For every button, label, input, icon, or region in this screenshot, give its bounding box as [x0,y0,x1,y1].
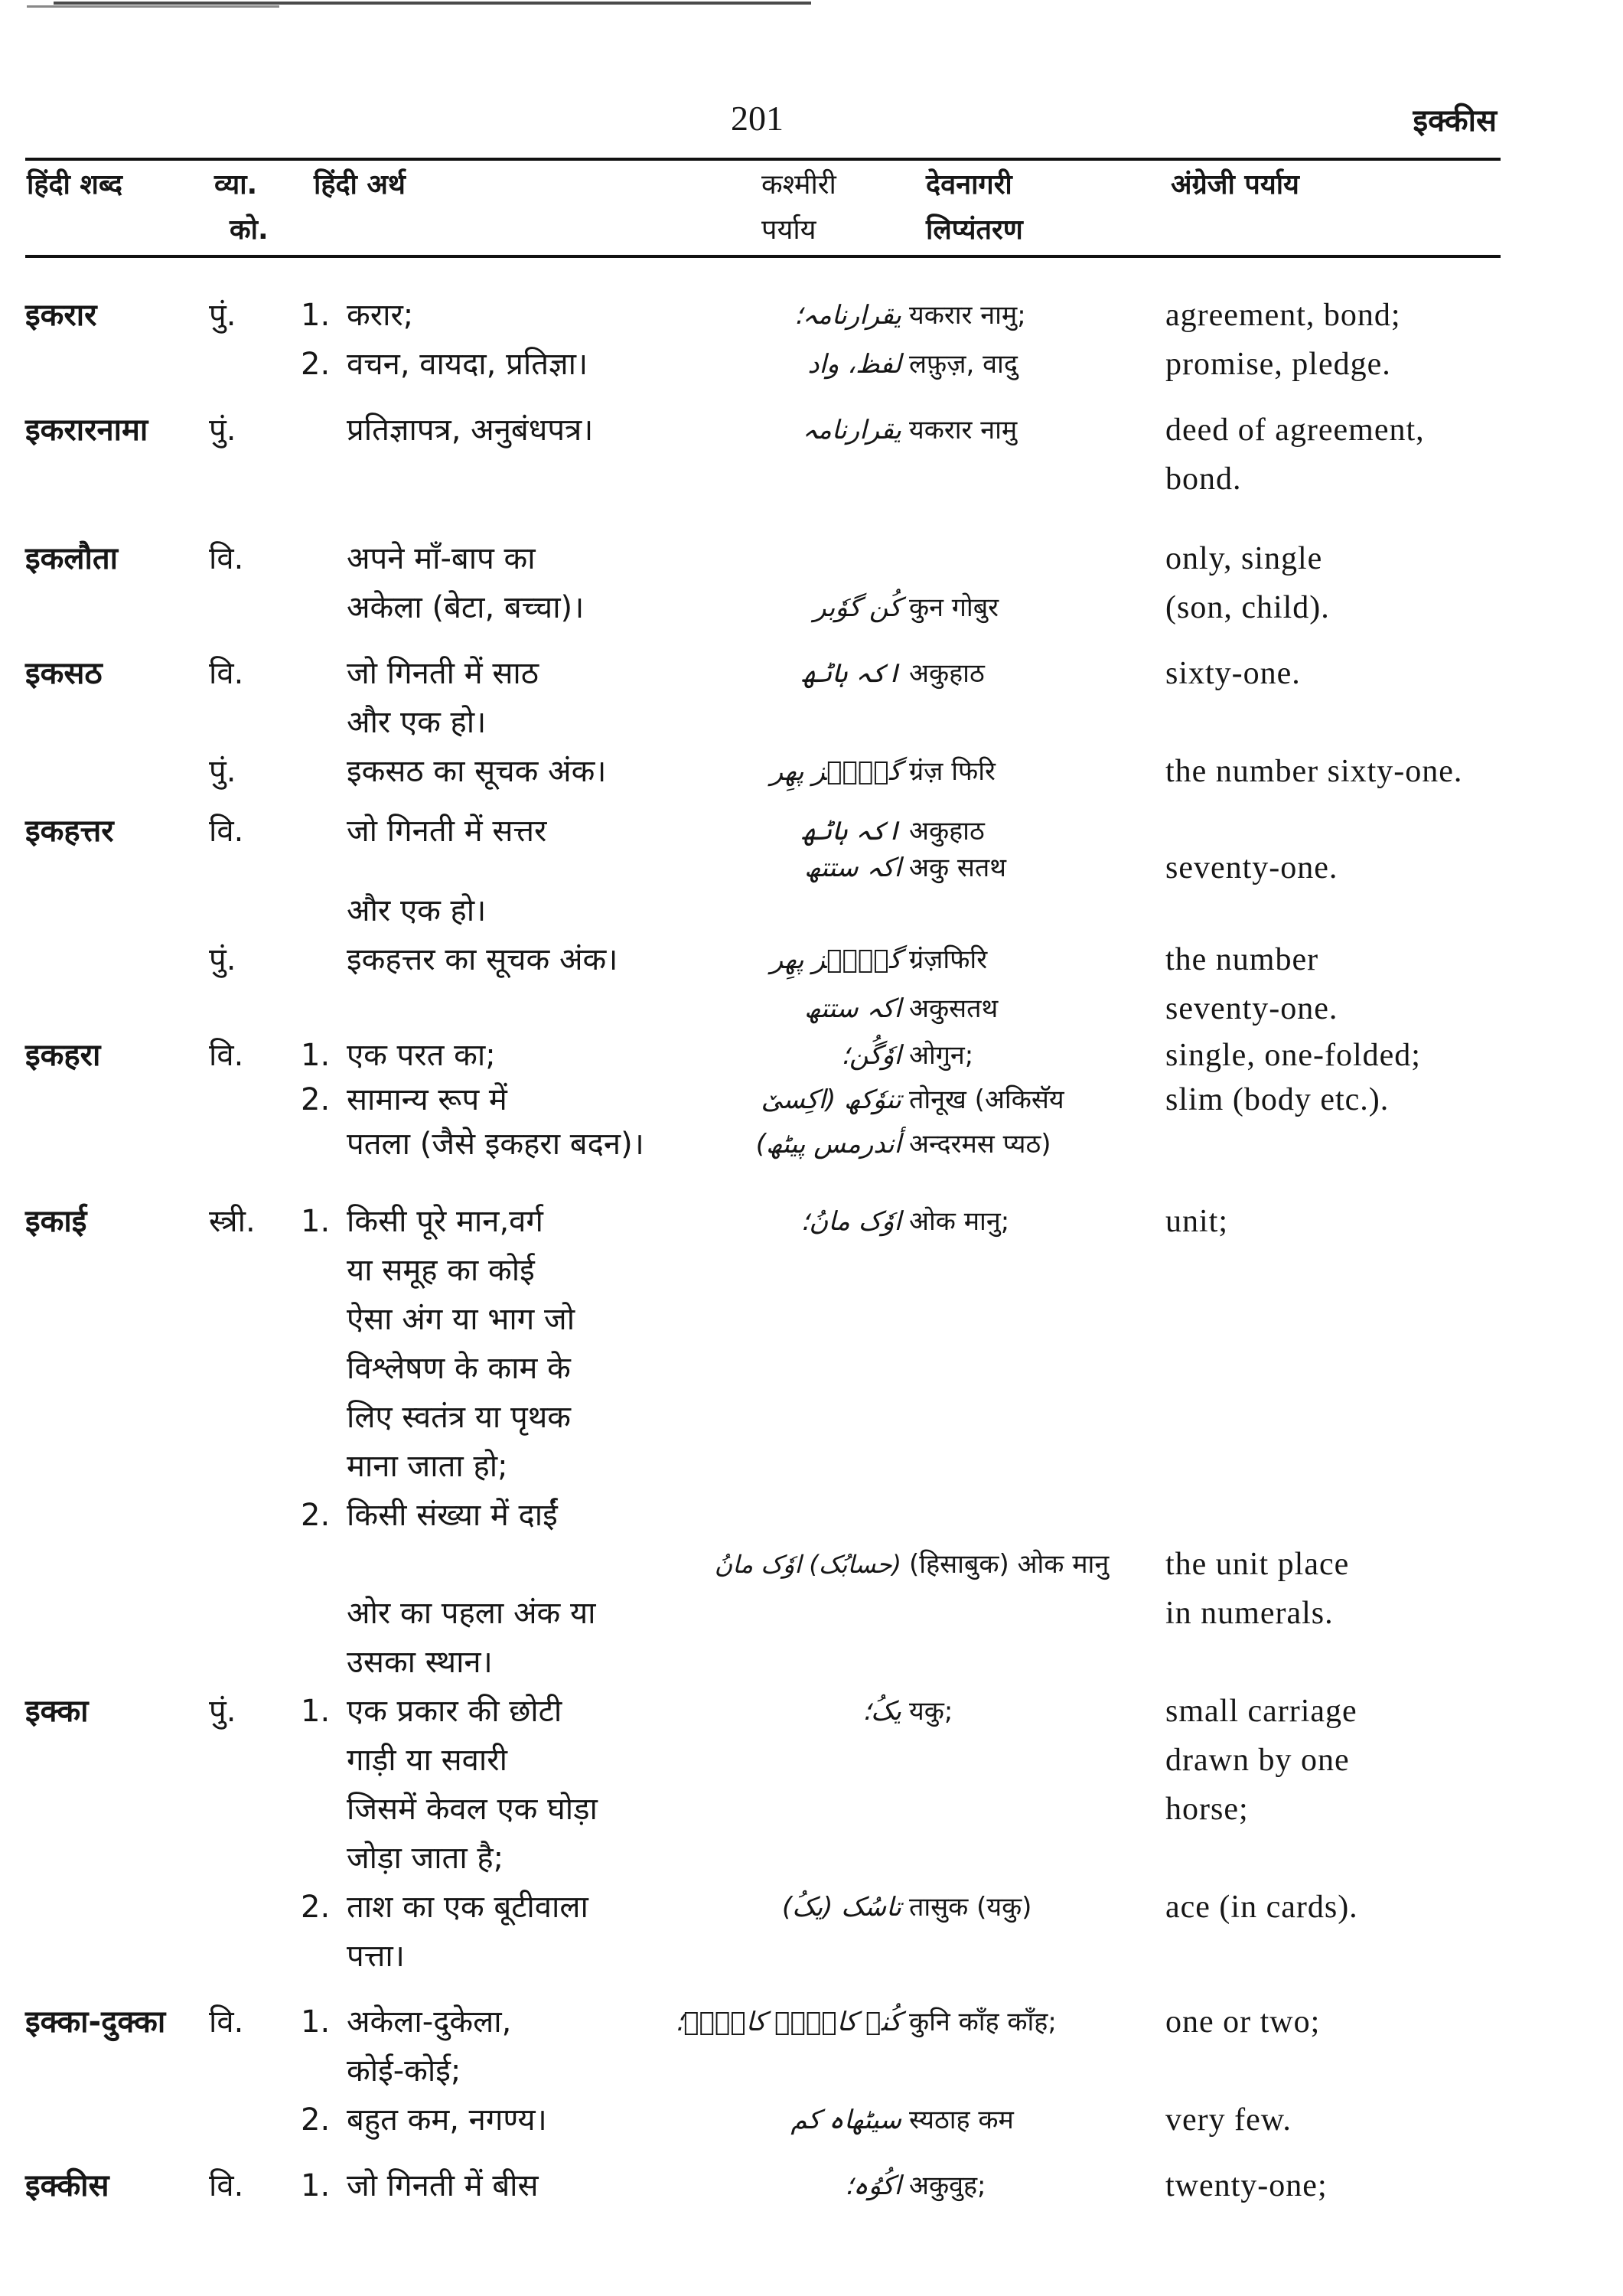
grammar-label: स्त्री. [209,1204,256,1239]
entry-row [0,1638,1623,1687]
running-head: इक्कीस [1413,103,1497,139]
kashmiri-equivalent: اکہ ہاٹھ [801,658,901,689]
grammar-label: पुं. [209,942,236,977]
english-equivalent [1165,813,1623,850]
entry-row [0,935,1623,984]
english-equivalent: ace (in cards). [1165,1890,1358,1925]
kashmiri-equivalent: گرٛنٛز پھِر [770,756,901,787]
devanagari-transliteration: अकु सतथ [909,853,1006,883]
sense-number: 1. [301,1038,331,1073]
devanagari-transliteration: ओक मानु; [909,1206,1010,1237]
english-equivalent: twenty-one; [1165,2168,1328,2203]
grammar-label: वि. [209,1038,244,1073]
hindi-meaning: सामान्य रूप में [347,1082,507,1117]
grammar-label: वि. [209,656,244,691]
kashmiri-equivalent: اکہ ہاٹھ [801,816,901,846]
entry-row [0,1393,1623,1442]
sense-number [301,406,347,455]
english-equivalent: single, one-folded; [1165,1038,1421,1073]
hindi-meaning: जोड़ा जाता है; [347,1841,504,1876]
devanagari-transliteration: ग्रंज़फिरि [909,944,988,975]
headword: इकलौता [25,541,118,576]
hindi-meaning: अकेला-दुकेला, [347,2004,512,2040]
hindi-meaning: अपने माँ-बाप का [347,541,536,576]
entry-row [0,1442,1623,1491]
devanagari-transliteration: तासुक (यकु) [909,1892,1032,1923]
kashmiri-equivalent: اکہ ستتھ [804,993,901,1024]
column-devanagari-line2: लिप्यंतरण [926,214,1023,246]
hindi-meaning: गाड़ी या सवारी [347,1743,507,1778]
entry-row [0,1078,1623,1122]
hindi-meaning: और एक हो। [347,705,487,740]
kashmiri-equivalent: یکُ؛ [862,1696,901,1727]
kashmiri-equivalent: گرٛنٛز پھِر [770,944,901,975]
english-equivalent: drawn by one [1165,1743,1350,1778]
entry-row [0,1834,1623,1883]
hindi-meaning: एक परत का; [347,1038,496,1073]
hindi-meaning: विश्लेषण के काम के [347,1351,571,1386]
entry-row [0,1589,1623,1638]
headword: इकरार [25,298,97,333]
hindi-meaning: किसी संख्या में दाईं [347,1498,558,1533]
entry-row [0,1295,1623,1344]
sense-number: 2. [301,347,331,382]
kashmiri-equivalent: (حسابُک) اوٗک مانُ [714,1550,901,1579]
headword: इकहत्तर [25,814,114,849]
english-equivalent: one or two; [1165,2004,1321,2040]
devanagari-transliteration: कुन गोबुर [909,592,999,623]
headword: इक्का [25,1694,89,1729]
sense-number: 1. [301,1204,331,1239]
hindi-meaning: लिए स्वतंत्र या पृथक [347,1400,571,1435]
entry-row [0,747,1623,796]
hindi-meaning: उसका स्थान। [347,1645,493,1680]
hindi-meaning: माना जाता हो; [347,1449,508,1484]
hindi-meaning: इकसठ का सूचक अंक। [347,754,607,789]
sense-number: 1. [301,298,331,333]
entry-row [0,1246,1623,1295]
grammar-label: पुं. [209,413,236,448]
english-equivalent: deed of agreement, [1165,413,1425,448]
hindi-meaning: ताश का एक बूटीवाला [347,1890,588,1925]
entry-row [0,455,1623,504]
entry-row [0,583,1623,632]
column-english: अंग्रेजी पर्याय [1171,169,1299,201]
kashmiri-equivalent: کُنہ کانٛہہ کانٛہہ؛ [675,2007,901,2037]
hindi-meaning: या समूह का कोई [347,1253,535,1288]
sense-number: 2. [301,1890,331,1925]
bleed-through-line [54,2,811,5]
english-equivalent: unit; [1165,1204,1229,1239]
english-equivalent: the number sixty-one. [1165,754,1463,789]
entry-row [0,886,1623,935]
devanagari-transliteration: लफ़ुज़, वादु [909,349,1018,380]
devanagari-transliteration: यकरार नामु [909,415,1018,445]
sense-number: 1. [301,1694,331,1729]
devanagari-transliteration: यकरार नामु; [909,300,1026,331]
devanagari-transliteration: (हिसाबुक) ओक मानु [909,1549,1110,1580]
hindi-meaning: इकहत्तर का सूचक अंक। [347,942,618,977]
headword: इक्का-दुक्का [25,2004,166,2040]
entry-row [0,1197,1623,1246]
sense-number: 2. [301,2102,331,2138]
kashmiri-equivalent: اکہ ستتھ [804,853,901,883]
kashmiri-equivalent: اوٗگُن؛ [841,1040,901,1071]
dictionary-entries [0,291,1623,2210]
english-equivalent: seventy-one. [1165,850,1338,885]
english-equivalent: seventy-one. [1165,991,1338,1026]
hindi-meaning: और एक हो। [347,893,487,928]
grammar-label: वि. [209,2004,244,2040]
english-equivalent: the unit place [1165,1547,1350,1582]
entry-row [0,2161,1623,2210]
devanagari-transliteration: यकु; [909,1696,953,1727]
hindi-meaning: जो गिनती में साठ [347,656,539,691]
devanagari-transliteration: ग्रंज़ फिरि [909,756,996,787]
entry-row [0,340,1623,389]
kashmiri-equivalent: تنوٗکھ (اکِسیٚ [761,1084,901,1115]
hindi-meaning: पतला (जैसे इकहरा बदन)। [347,1127,644,1162]
entry-row [0,1785,1623,1834]
entry-row [0,813,1623,850]
devanagari-transliteration: अकुसतथ [909,993,999,1024]
column-hindi-meaning: हिंदी अर्थ [314,169,406,201]
kashmiri-equivalent: سیٹھاہ کم [790,2105,901,2135]
kashmiri-equivalent [760,534,909,583]
entry-row [0,850,1623,886]
kashmiri-equivalent: یقرارنامہ؛ [794,300,901,331]
grammar-label: वि. [209,2168,244,2203]
devanagari-transliteration: अकुवुह; [909,2170,986,2201]
hindi-meaning: जिसमें केवल एक घोड़ा [347,1792,598,1827]
english-equivalent: sixty-one. [1165,656,1301,691]
bleed-through-line [27,5,279,8]
entry-row [0,1344,1623,1393]
hindi-meaning: ओर का पहला अंक या [347,1596,596,1631]
entry-row [0,1736,1623,1785]
devanagari-transliteration: स्यठाह कम [909,2105,1014,2135]
english-equivalent: horse; [1165,1792,1249,1827]
english-equivalent: very few. [1165,2102,1292,2138]
kashmiri-equivalent: تاسُک (یکُ) [782,1892,901,1923]
kashmiri-equivalent: یقرارنامہ [802,415,901,445]
page-number: 201 [731,99,784,138]
headword: इकरारनामा [25,413,148,448]
entry-row [0,649,1623,698]
column-hindi-word: हिंदी शब्द [27,169,122,201]
headword: इकसठ [25,656,103,691]
grammar-label: पुं. [209,1694,236,1729]
grammar-label: पुं. [209,754,236,789]
entry-row [0,1491,1623,1589]
header-bottom-rule [25,255,1501,258]
entry-row [0,1932,1623,1981]
entry-row [0,406,1623,455]
entry-row [0,1687,1623,1736]
kashmiri-equivalent: أندرمس پیٹھ) [755,1129,901,1159]
column-kashmiri-line1: कश्मीरी [761,169,836,201]
hindi-meaning: प्रतिज्ञापत्र, अनुबंधपत्र। [347,413,594,448]
entry-row [0,534,1623,583]
hindi-meaning: ऐसा अंग या भाग जो [347,1302,575,1337]
devanagari-transliteration: अन्दरमस प्यठ) [909,1129,1051,1159]
entry-row [0,2047,1623,2095]
grammar-label: वि. [209,541,244,576]
hindi-meaning: करार; [347,298,414,333]
devanagari-transliteration: ओगुन; [909,1040,974,1071]
entry-row [0,291,1623,340]
english-equivalent: promise, pledge. [1165,347,1391,382]
hindi-meaning: जो गिनती में सत्तर [347,814,547,849]
devanagari-transliteration: तोनूख (अकिसॅय [909,1084,1064,1115]
hindi-meaning: किसी पूरे मान,वर्ग [347,1204,543,1239]
sense-number: 2. [301,1082,331,1117]
kashmiri-equivalent: کُن گوٗبر [813,592,901,623]
entry-row [0,1033,1623,1078]
hindi-meaning: बहुत कम, नगण्य। [347,2102,547,2138]
headword: इकहरा [25,1038,101,1073]
hindi-meaning: एक प्रकार की छोटी [347,1694,562,1729]
english-equivalent: slim (body etc.). [1165,1082,1390,1117]
column-grammar-line2: को. [230,214,269,246]
column-grammar-line1: व्या. [214,169,258,201]
hindi-meaning: वचन, वायदा, प्रतिज्ञा। [347,347,588,382]
english-equivalent: the number [1165,942,1319,977]
grammar-label: वि. [209,814,244,849]
english-equivalent: small carriage [1165,1694,1357,1729]
english-equivalent: agreement, bond; [1165,298,1401,333]
kashmiri-equivalent: اوٗک مانُ؛ [800,1206,901,1237]
sense-number: 2. [301,1498,331,1533]
hindi-meaning [347,850,760,886]
hindi-meaning: कोई-कोई; [347,2053,461,2089]
column-devanagari-line1: देवनागरी [926,169,1012,201]
devanagari-transliteration: अकुहाठ [909,816,985,846]
english-equivalent: (son, child). [1165,590,1330,625]
entry-row [0,698,1623,747]
sense-number: 1. [301,2004,331,2040]
column-kashmiri-line2: पर्याय [761,214,816,246]
entry-row [0,1122,1623,1166]
entry-row [0,1998,1623,2047]
devanagari-transliteration [909,534,1165,583]
hindi-meaning: अकेला (बेटा, बच्चा)। [347,590,585,625]
kashmiri-equivalent: لفظ، واد [807,349,901,380]
headword: इक्कीस [25,2168,109,2203]
devanagari-transliteration: कुनि काँह काँह; [909,2007,1057,2037]
english-equivalent: bond. [1165,461,1242,497]
sense-number: 1. [301,2168,331,2203]
kashmiri-equivalent: اکُوُہ؛ [845,2170,901,2201]
english-equivalent: in numerals. [1165,1596,1334,1631]
entry-row [0,1883,1623,1932]
entry-row [0,984,1623,1033]
header-top-rule [25,158,1501,161]
headword: इकाई [25,1204,87,1239]
english-equivalent: only, single [1165,541,1323,576]
devanagari-transliteration: अकुहाठ [909,658,985,689]
grammar-label: पुं. [209,298,236,333]
hindi-meaning: जो गिनती में बीस [347,2168,539,2203]
entry-row [0,2095,1623,2144]
hindi-meaning: पत्ता। [347,1939,405,1974]
